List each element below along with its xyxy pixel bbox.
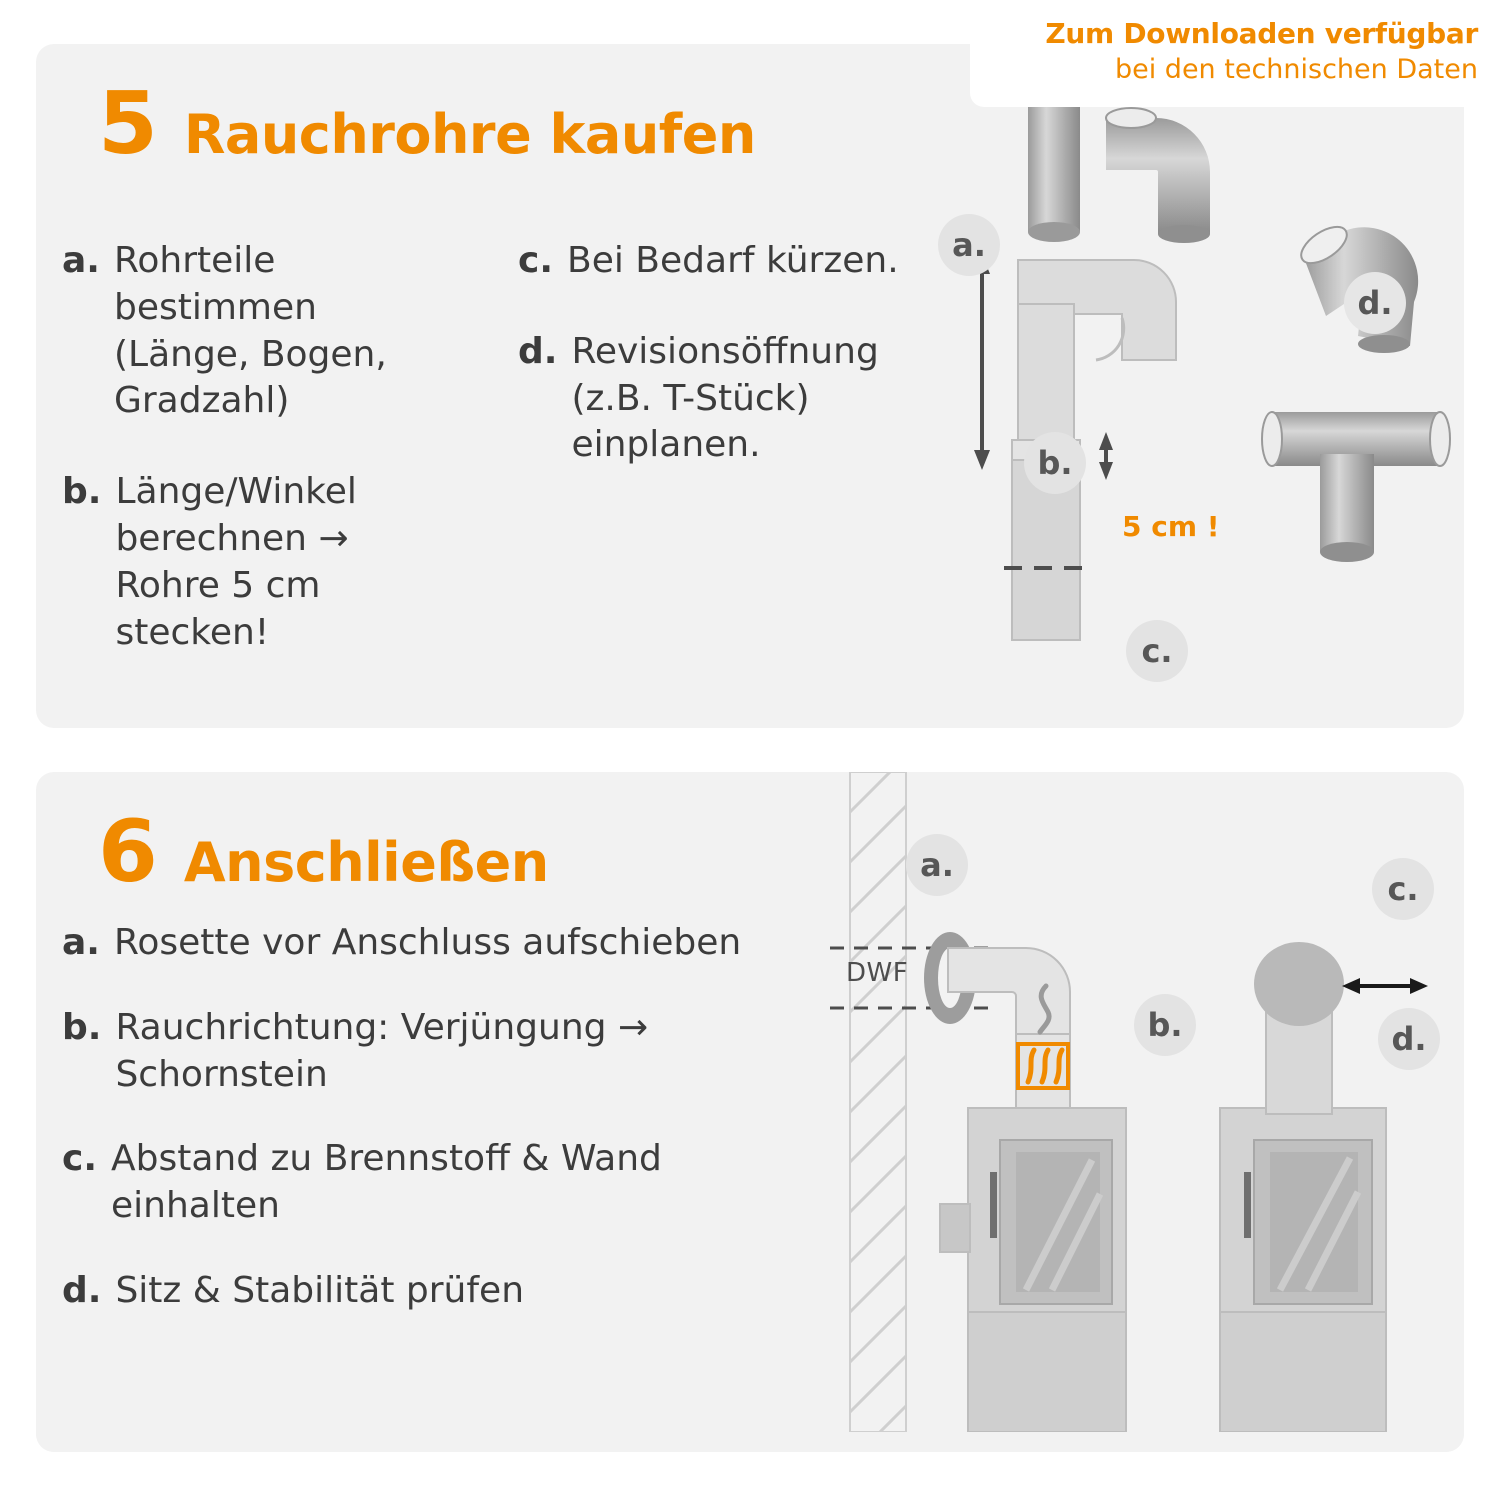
- bullet-key: d.: [518, 330, 558, 372]
- marker-b: b.: [1134, 994, 1196, 1056]
- bullet-text: Revisionsöffnung (z.B. T-Stück) einplanen.: [571, 330, 879, 466]
- marker-b: b.: [1024, 432, 1086, 494]
- marker-a: a.: [938, 214, 1000, 276]
- marker-c: c.: [1126, 620, 1188, 682]
- marker-d: d.: [1378, 1008, 1440, 1070]
- list-item: [62, 920, 822, 967]
- list-item: [62, 238, 462, 425]
- five-cm-dimension-arrow: [1099, 432, 1113, 480]
- list-item: [62, 1268, 822, 1315]
- height-dimension-arrow: [974, 254, 990, 470]
- pipe-parts-diagram: [900, 60, 1460, 720]
- marker-c: c.: [1372, 858, 1434, 920]
- connection-pipe: [948, 948, 1070, 1108]
- bullet-text: Bei Bedarf kürzen.: [567, 240, 899, 281]
- step-6-illustration: [820, 772, 1464, 1452]
- download-banner: [970, 0, 1500, 107]
- list-item: [62, 469, 462, 656]
- bullet-text: Abstand zu Brennstoff & Wand einhalten: [111, 1138, 662, 1227]
- bullet-text: Rauchrichtung: Verjüngung → Schornstein: [115, 1006, 649, 1095]
- step-5-bullets-left: [62, 238, 462, 700]
- download-banner-subtitle: bei den technischen Daten: [1114, 54, 1478, 86]
- elbow-pipe-icon: [1106, 108, 1210, 243]
- step-5-number: 5: [98, 74, 156, 174]
- bullet-key: c.: [62, 1138, 98, 1180]
- bullet-key: b.: [62, 1006, 102, 1048]
- list-item: [62, 1136, 822, 1230]
- step-5-illustration: [900, 60, 1460, 720]
- step-6-bullet-list: [62, 920, 822, 1353]
- step-6-number: 6: [98, 802, 156, 902]
- bullet-text: Rohrteile bestimmen (Länge, Bogen, Gradzahl): [113, 240, 387, 422]
- marker-a: a.: [906, 834, 968, 896]
- download-banner-title: Zum Downloaden verfügbar: [1045, 17, 1478, 50]
- wall-hatch: [850, 772, 906, 1452]
- bullet-key: d.: [62, 1269, 102, 1311]
- bullet-text: Länge/Winkel berechnen → Rohre 5 cm stecken!: [115, 471, 357, 653]
- bullet-text: Rosette vor Anschluss aufschieben: [113, 922, 742, 963]
- bullet-key: a.: [62, 240, 100, 281]
- card-bottom-strip: [36, 1432, 1464, 1452]
- t-piece-icon: [1262, 412, 1450, 562]
- five-cm-label: 5 cm !: [1122, 510, 1220, 543]
- distance-arrow: [1342, 978, 1428, 994]
- step-5-bullet-list: [62, 238, 922, 700]
- step-6-title: Anschließen: [183, 831, 549, 894]
- list-item: [518, 329, 918, 469]
- list-item: [518, 238, 918, 285]
- stove-right: [1220, 942, 1386, 1432]
- bullet-key: a.: [62, 922, 100, 963]
- list-item: [62, 1005, 822, 1099]
- step-5-bullets-right: [518, 238, 918, 700]
- dwf-label: DWF: [846, 958, 909, 988]
- bullet-text: Sitz & Stabilität prüfen: [115, 1269, 525, 1311]
- marker-d: d.: [1344, 272, 1406, 334]
- stove-left: [940, 1108, 1126, 1432]
- step-5-title: Rauchrohre kaufen: [183, 103, 756, 166]
- bullet-key: b.: [62, 471, 102, 513]
- bullet-key: c.: [518, 240, 554, 281]
